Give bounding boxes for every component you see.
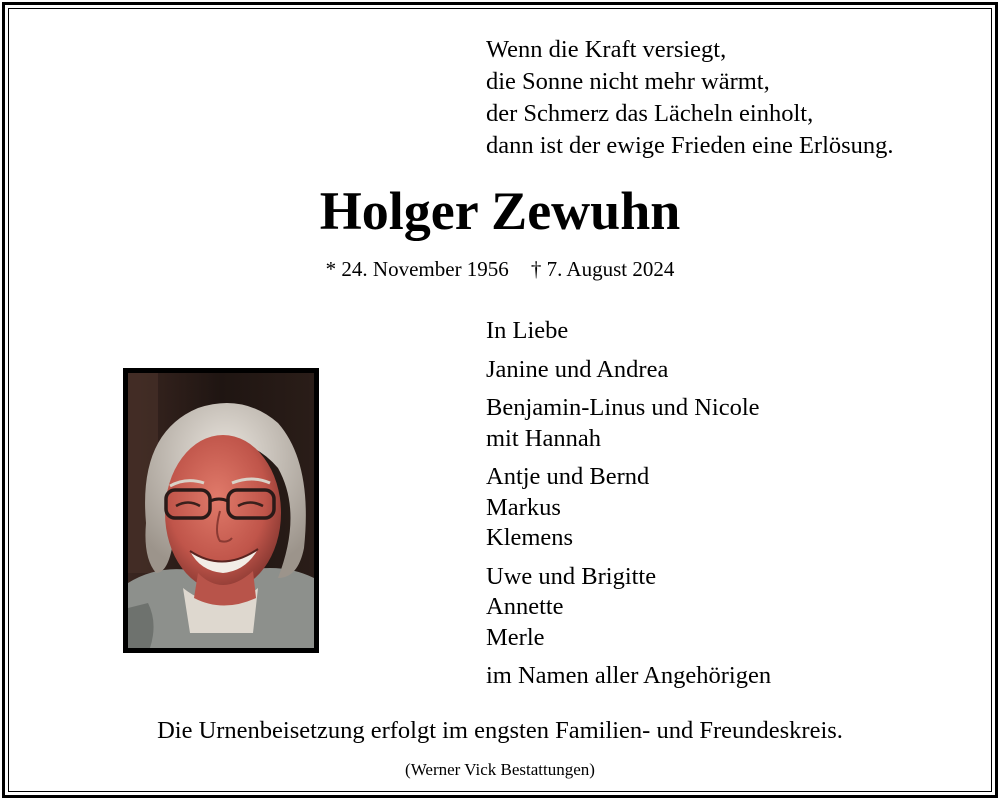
mourner-line: Merle (486, 623, 545, 651)
mourner-line: mit Hannah (486, 424, 601, 452)
poem-line: dann ist der ewige Frieden eine Erlösung. (486, 132, 894, 159)
mourner-line: Annette (486, 593, 564, 620)
life-dates (0, 255, 1000, 283)
mourner-line: In Liebe (486, 317, 569, 344)
mourner-group (486, 562, 771, 654)
poem-line: der Schmerz das Lächeln einholt, (486, 100, 814, 127)
mourner-line: Antje und Bernd (486, 463, 650, 490)
mourner-group (486, 462, 771, 554)
mourner-group (486, 661, 771, 692)
portrait-photo (123, 368, 319, 653)
poem-line: die Sonne nicht mehr wärmt, (486, 68, 770, 95)
poem (486, 34, 894, 162)
poem-line: Wenn die Kraft versiegt, (486, 36, 727, 63)
mourner-line: Uwe und Brigitte (486, 562, 657, 590)
death-date: † 7. August 2024 (530, 257, 675, 281)
deceased-name: Holger Zewuhn (319, 181, 681, 241)
mourner-group (486, 393, 771, 454)
mourner-group (486, 316, 771, 347)
mourner-group (486, 355, 771, 386)
mourner-line: Benjamin-Linus und Nicole (486, 394, 760, 421)
undertaker-credit: (Werner Vick Bestattungen) (405, 760, 595, 779)
mourner-line: Klemens (486, 524, 574, 551)
portrait-image (128, 373, 314, 648)
mourners-list (486, 316, 771, 700)
mourner-line: Janine und Andrea (486, 355, 669, 383)
birth-date: * 24. November 1956 (325, 257, 509, 281)
burial-notice: Die Urnenbeisetzung erfolgt im engsten Familien- und Freundeskreis. (157, 717, 843, 744)
mourner-line: Markus (486, 493, 561, 521)
mourner-line: im Namen aller Angehörigen (486, 662, 772, 689)
